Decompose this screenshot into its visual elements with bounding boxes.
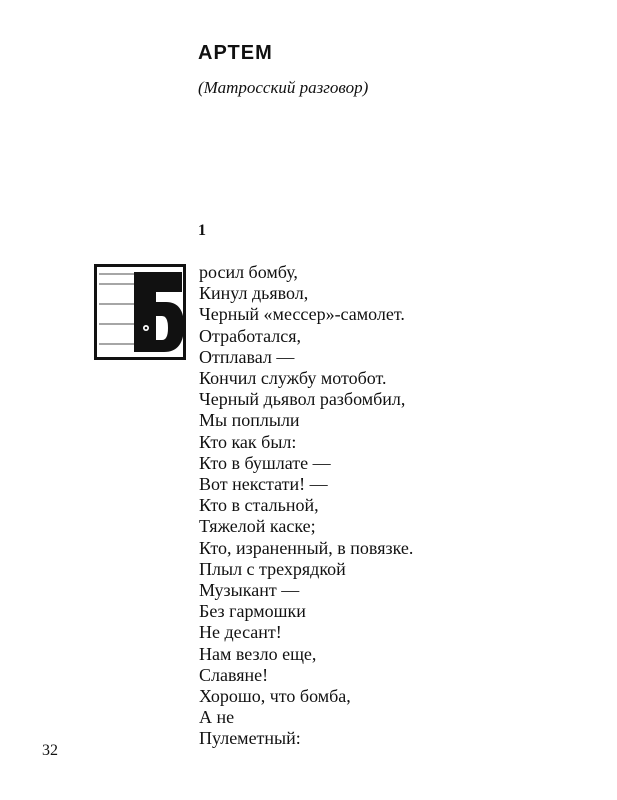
verse-line: Без гармошки: [199, 601, 306, 622]
verse-line: Кончил службу мотобот.: [199, 368, 387, 389]
verse-line: Славяне!: [199, 664, 269, 685]
poem-verse: [199, 262, 413, 750]
poem-subtitle: (Матросский разговор): [198, 78, 369, 97]
poem-title: АРТЕМ: [198, 42, 273, 64]
verse-line: Кто в стальной,: [199, 495, 319, 516]
verse-line: Мы поплыли: [199, 410, 300, 431]
verse-line: Кто в бушлате —: [199, 452, 331, 473]
drop-cap-letter: [94, 264, 186, 360]
section-number: 1: [198, 222, 206, 239]
verse-line: Нам везло еще,: [199, 643, 317, 664]
verse-line: Черный дьявол разбомбил,: [199, 389, 406, 410]
verse-line: Хорошо, что бомба,: [199, 686, 351, 707]
verse-line: Кинул дьявол,: [199, 283, 309, 304]
verse-line: Отплавал —: [199, 346, 295, 367]
verse-line: Музыкант —: [199, 580, 300, 601]
verse-line: Кто, израненный, в повязке.: [199, 537, 414, 558]
verse-line: Плыл с трехрядкой: [199, 558, 346, 579]
verse-line: Тяжелой каске;: [199, 516, 316, 537]
verse-line: Кто как был:: [199, 431, 297, 452]
verse-line: росил бомбу,: [199, 262, 298, 282]
verse-line: Черный «мессер»-самолет.: [199, 304, 405, 325]
verse-line: Не десант!: [199, 622, 282, 643]
verse-line: Отработался,: [199, 325, 301, 346]
verse-line: А не: [199, 707, 235, 728]
page-number: 32: [42, 742, 58, 759]
verse-line: Пулеметный:: [199, 728, 301, 749]
verse-line: Вот некстати! —: [199, 474, 328, 495]
